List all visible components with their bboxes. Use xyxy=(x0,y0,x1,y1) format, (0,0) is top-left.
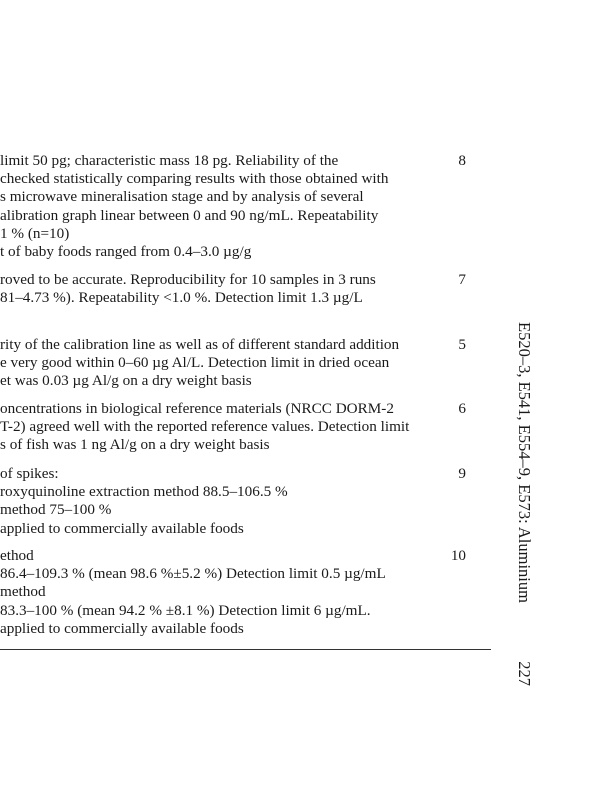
description-line: s of fish was 1 ng Al/g on a dry weight basis xyxy=(0,436,270,454)
description-line: of spikes: xyxy=(0,465,59,482)
row-description xyxy=(0,400,440,455)
reference-number: 5 xyxy=(458,336,466,353)
reference-number: 7 xyxy=(458,271,466,288)
description-line: applied to commercially available foods xyxy=(0,619,244,637)
description-line: 86.4–109.3 % (mean 98.6 %±5.2 %) Detection limit 0.5 µg/mL xyxy=(0,565,386,583)
table-bottom-rule xyxy=(0,649,491,650)
reference-number: 8 xyxy=(458,152,466,169)
description-line: 1 % (n=10) xyxy=(0,224,70,242)
description-line: ethod xyxy=(0,547,34,564)
description-line: alibration graph linear between 0 and 90 ng/mL. Repeatability xyxy=(0,206,379,224)
description-line: et was 0.03 µg Al/g on a dry weight basis xyxy=(0,372,252,390)
description-line: limit 50 pg; characteristic mass 18 pg. Reliability of the xyxy=(0,152,339,169)
description-line: t of baby foods ranged from 0.4–3.0 µg/g xyxy=(0,243,252,261)
description-line: oncentrations in biological reference materials (NRCC DORM-2 xyxy=(0,400,394,417)
row-description xyxy=(0,271,440,307)
description-line: roved to be accurate. Reproducibility for 10 samples in 3 runs xyxy=(0,271,376,288)
description-line: roxyquinoline extraction method 88.5–106.5 % xyxy=(0,483,288,501)
description-line: 83.3–100 % (mean 94.2 % ±8.1 %) Detection limit 6 µg/mL. xyxy=(0,601,371,619)
description-line: method xyxy=(0,583,46,601)
row-description xyxy=(0,465,440,538)
reference-number: 9 xyxy=(458,465,466,482)
row-description xyxy=(0,152,440,261)
description-line: applied to commercially available foods xyxy=(0,519,244,537)
description-line: 81–4.73 %). Repeatability <1.0 %. Detection limit 1.3 µg/L xyxy=(0,289,363,307)
row-description xyxy=(0,336,440,391)
row-description xyxy=(0,547,440,638)
description-line: checked statistically comparing results with those obtained with xyxy=(0,170,389,188)
page-number: 227 xyxy=(515,661,534,686)
running-head-title: E520–3, E541, E554–9, E573: Aluminium xyxy=(515,322,534,603)
description-line: T-2) agreed well with the reported reference values. Detection limit xyxy=(0,418,410,436)
reference-number: 10 xyxy=(450,547,466,564)
description-line: e very good within 0–60 µg Al/L. Detection limit in dried ocean xyxy=(0,354,390,372)
description-line: s microwave mineralisation stage and by analysis of several xyxy=(0,188,364,206)
description-line: method 75–100 % xyxy=(0,501,112,519)
description-line: rity of the calibration line as well as of different standard addition xyxy=(0,336,400,353)
running-head xyxy=(515,322,533,686)
reference-number: 6 xyxy=(458,400,466,417)
